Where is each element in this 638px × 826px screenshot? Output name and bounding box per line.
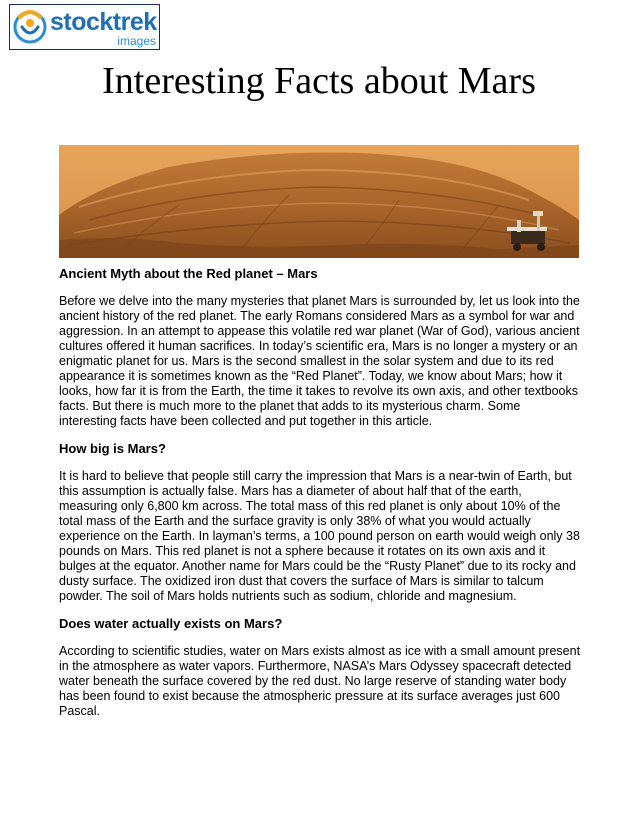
section-body-size: It is hard to believe that people still carry the impression that Mars is a near-twin of Earth, but this assumption is actually false. Mars has a diameter of about half that of the earth, measuring only 6,800 km across. The total mass of this red planet is only about 10% of the total mass of the Earth and the surface gravity is only 38% of what you would actually experience on the Earth. In layman’s terms, a 100 pound person on earth would weigh only 38 pounds on Mars. This red planet is not a sphere because it rotates on its own axis and it bulges at the equator. Another name for Mars could be the “Rusty Planet” due to its rocky and dusty surface. The oxidized iron dust that covers the surface of Mars is similar to talcum powder. The soil of Mars holds nutrients such as sodium, chloride and magnesium. [59,469,580,603]
section-body-water: According to scientific studies, water on Mars exists almost as ice with a small amount present in the atmosphere as water vapors. Furthermore, NASA’s Mars Odyssey spacecraft detected water beneath the surface covered by the red dust. No large reserve of standing water body has been found to exist because the atmospheric pressure at its surface averages just 600 Pascal. [59,644,581,718]
mars-crater-rover-photo [59,145,579,258]
document-title: Interesting Facts about Mars [102,60,536,102]
section-heading-water: Does water actually exists on Mars? [59,616,283,631]
section-heading-myth: Ancient Myth about the Red planet – Mars [59,266,318,281]
stocktrek-logo [9,4,160,50]
section-body-myth: Before we delve into the many mysteries that planet Mars is surrounded by, let us look into the ancient history of the red planet. The early Romans considered Mars as a symbol for war and aggression. In an attempt to appease this volatile red war planet (War of God), various ancient cultures offered it human sacrifices. In today’s scientific era, Mars is no longer a mystery or an enigmatic planet for us. Mars is the second smallest in the solar system and due to its red appearance it is sometimes known as the “Red Planet”. Today, we know about Mars; how it looks, how far it is from the Earth, the time it takes to revolve its own axis, and other textbooks facts. But there is much more to the planet that adds to its mysterious charm. Some interesting facts have been collected and put together in this article. [59,294,580,428]
document-body [59,266,581,731]
section-heading-size: How big is Mars? [59,441,166,456]
stocktrek-swirl-logo-icon [10,5,50,49]
logo-brand-text: stocktrek [50,8,157,36]
logo-sub-text: images [117,34,156,48]
